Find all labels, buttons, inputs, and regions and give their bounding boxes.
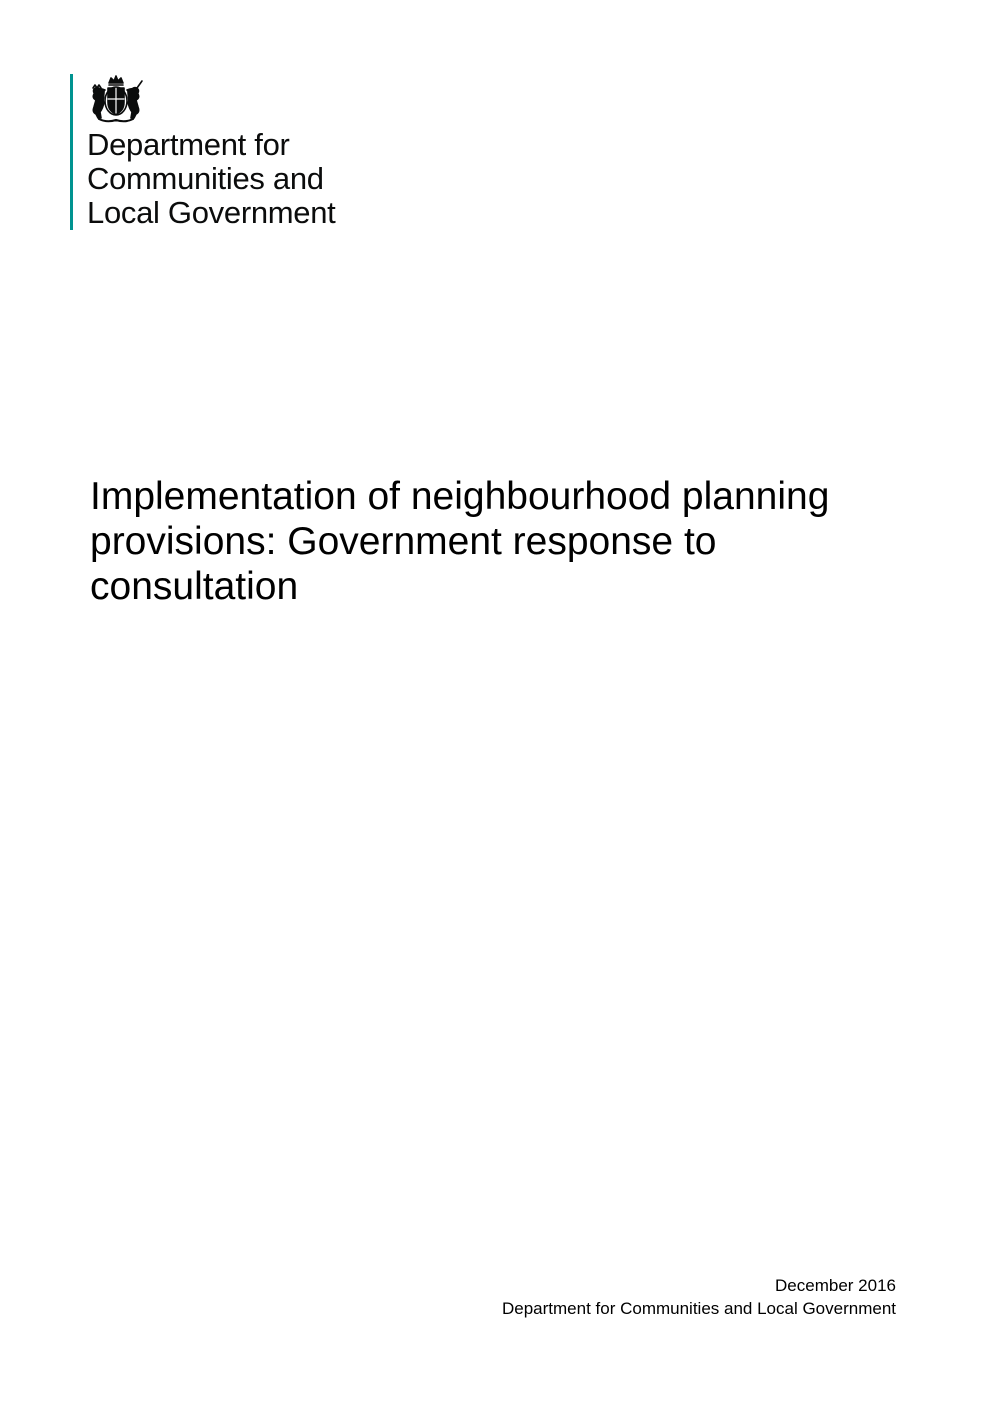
document-title-line-3: consultation [90,565,299,608]
publication-date: December 2016 [775,1276,896,1295]
publication-info [502,1274,896,1320]
department-name [87,128,336,230]
document-title [90,474,890,609]
royal-coat-of-arms-icon [87,74,145,124]
department-name-line-1: Department for [87,127,290,162]
department-name-line-3: Local Government [87,195,336,230]
department-logo [70,74,336,230]
document-title-line-2: provisions: Government response to [90,520,717,563]
publisher-name: Department for Communities and Local Government [501,1299,896,1318]
document-title-line-1: Implementation of neighbourhood planning [90,475,830,518]
department-name-line-2: Communities and [87,161,324,196]
